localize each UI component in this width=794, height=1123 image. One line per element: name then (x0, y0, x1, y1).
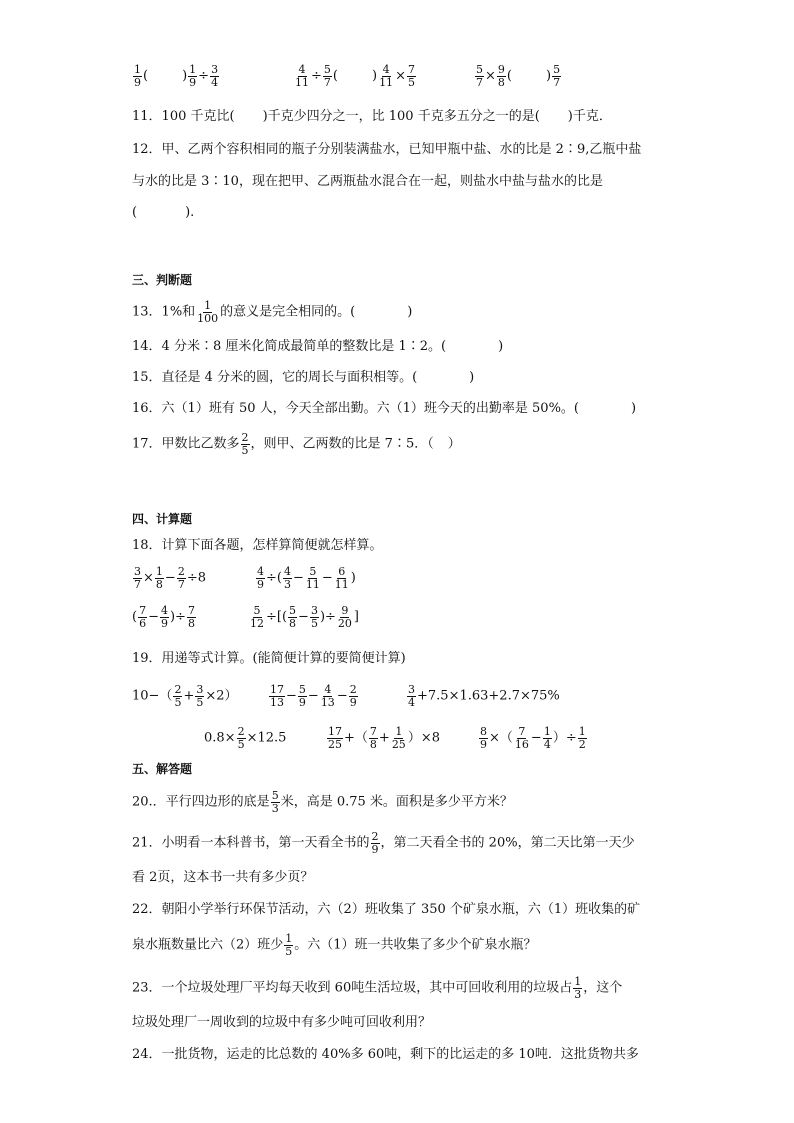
question-11: 11．100 千克比( )千克少四分之一，比 100 千克多五分之一的是( )千克． (132, 109, 612, 124)
question-21-line-1: 21．小明看一本科普书，第一天看全书的 $\frac{2}{9}$ ，第二天看全书的 20%，第二天比第一天少 (132, 830, 635, 856)
question-12-line-1: 12．甲、乙两个容积相同的瓶子分别装满盐水，已知甲瓶中盐、水的比是 2∶9,乙瓶中盐 (132, 142, 642, 157)
q19-expression-6: $\frac{8}{9}$ ×（ $\frac{7}{16}$ − $\frac{1}{4}$ ）÷ $\frac{1}{2}$ (480, 725, 586, 751)
compare-item-2: $\frac{4}{11}$ ÷ $\frac{5}{7}$ ( ) $\frac{4}{11}$ × $\frac{7}{5}$ (295, 63, 415, 89)
section-heading-word-problems: 五、解答题 (132, 762, 193, 776)
question-13: 13．1%和 $\frac{1}{100}$ 的意义是完全相同的。( ) (132, 299, 413, 325)
compare-item-1: $\frac{1}{9}$ ( ) $\frac{1}{9}$ ÷ $\frac{3}{4}$ (134, 63, 219, 89)
question-23-line-2: 垃圾处理厂一周收到的垃圾中有多少吨可回收利用？ (132, 1015, 432, 1030)
q19-expression-5: $\frac{17}{25}$ +（ $\frac{7}{8}$ + $\frac{1}{25}$ ）×8 (328, 725, 440, 751)
q18-expression-1: $\frac{3}{7}$ × $\frac{1}{8}$ − $\frac{2}{7}$ ÷8 (134, 565, 206, 591)
q19-expression-3: $\frac{3}{4}$ +7.5×1.63+2.7×75% (408, 683, 560, 709)
question-18-title: 18．计算下面各题，怎样算简便就怎样算。 (132, 538, 383, 553)
q19-expression-2: $\frac{17}{13}$ − $\frac{5}{9}$ − $\frac{4}{13}$ − $\frac{2}{9}$ (270, 683, 357, 709)
question-22-line-2: 泉水瓶数量比六（2）班少 $\frac{1}{5}$ 。六（1）班一共收集了多少个矿泉水瓶？ (132, 932, 537, 958)
question-12-line-3: ( ). (132, 205, 195, 220)
question-15: 15．直径是 4 分米的圆，它的周长与面积相等。( ) (132, 370, 475, 385)
q18-expression-3: ( $\frac{7}{6}$ − $\frac{4}{9}$ )÷ $\frac{7}{8}$ (132, 604, 195, 630)
section-heading-judgement: 三、判断题 (132, 273, 193, 287)
q19-expression-1: 10−（ $\frac{2}{5}$ + $\frac{3}{5}$ ×2） (132, 683, 238, 709)
question-19-title: 19．用递等式计算。(能简便计算的要简便计算) (132, 651, 406, 666)
question-16: 16．六（1）班有 50 人，今天全部出勤。六（1）班今天的出勤率是 50%。( ) (132, 401, 637, 416)
question-12-line-2: 与水的比是 3∶10，现在把甲、乙两瓶盐水混合在一起，则盐水中盐与盐水的比是 (132, 174, 603, 189)
question-21-line-2: 看 2页，这本书一共有多少页？ (132, 870, 314, 885)
q18-expression-2: $\frac{4}{9}$ ÷( $\frac{4}{3}$ − $\frac{5}{11}$ − $\frac{6}{11}$ ) (257, 565, 356, 591)
q18-expression-4: $\frac{5}{12}$ ÷[( $\frac{5}{8}$ − $\frac{3}{5}$ )÷ $\frac{9}{20}$ ] (250, 604, 359, 630)
question-17: 17．甲数比乙数多 $\frac{2}{5}$ ，则甲、乙两数的比是 7∶5．（ ） (132, 431, 461, 457)
question-24-line-1: 24．一批货物，运走的比总数的 40%多 60吨，剩下的比运走的多 10吨．这批货物共多 (132, 1047, 639, 1062)
question-14: 14．4 分米∶8 厘米化简成最简单的整数比是 1∶2。( ) (132, 339, 504, 354)
compare-item-3: $\frac{5}{7}$ × $\frac{9}{8}$ ( ) $\frac{5}{7}$ (476, 63, 561, 89)
question-23-line-1: 23．一个垃圾处理厂平均每天收到 60吨生活垃圾，其中可回收利用的垃圾占 $\frac{1}{3}$ ，这个 (132, 975, 623, 1001)
section-heading-calculation: 四、计算题 (132, 512, 193, 526)
question-22-line-1: 22．朝阳小学举行环保节活动，六（2）班收集了 350 个矿泉水瓶，六（1）班收集的矿 (132, 902, 641, 917)
q19-expression-4: 0.8× $\frac{2}{5}$ ×12.5 (204, 725, 287, 751)
question-20: 20.．平行四边形的底是 $\frac{5}{3}$ 米，高是 0.75 米。面积是多少平方米？ (132, 789, 513, 815)
